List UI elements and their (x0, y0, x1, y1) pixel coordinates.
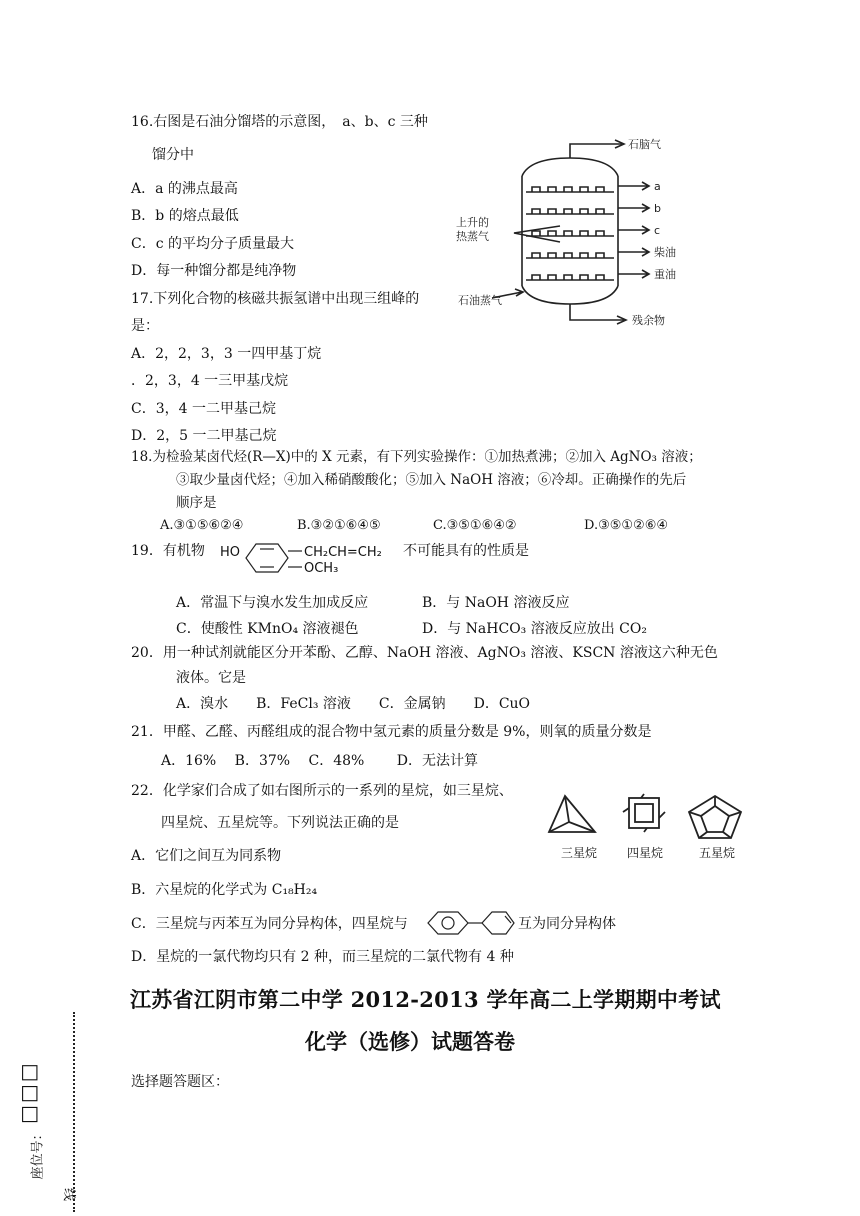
q16-stem-line2: 馏分中 (152, 147, 194, 163)
fig-label-b: b (654, 202, 661, 215)
star-alkanes-figure (545, 792, 755, 842)
q17-option-a: A．2，2，3，3 一四甲基丁烷 (131, 346, 322, 362)
q17-option-d: D．2，5 一二甲基己烷 (131, 428, 277, 444)
q19-structure (218, 536, 398, 582)
q18-option-b: B.③②①⑥④⑤ (297, 518, 381, 533)
q19-option-d: D．与 NaHCO₃ 溶液反应放出 CO₂ (422, 621, 647, 637)
q16-option-c: C．c 的平均分子质量最大 (131, 236, 295, 252)
q18-stem-line3: 顺序是 (176, 495, 217, 511)
q21-stem: 21．甲醛、乙醛、丙醛组成的混合物中氢元素的质量分数是 9%，则氧的质量分数是 (131, 724, 652, 740)
q22-option-c-structure (426, 904, 516, 942)
q20-stem-line1: 20．用一种试剂就能区分开苯酚、乙醇、NaOH 溶液、AgNO₃ 溶液、KSCN 溶液这六种无色 (131, 645, 718, 661)
q22-stem-line1: 22．化学家们合成了如右图所示的一系列的星烷，如三星烷、 (131, 783, 513, 799)
label-five-star: 五星烷 (699, 846, 736, 860)
q22-option-a: A．它们之间互为同系物 (131, 848, 282, 864)
fig-label-a: a (654, 180, 661, 193)
distillation-tower-figure (452, 128, 712, 338)
label-three-star: 三星烷 (561, 846, 598, 860)
q19-och3: OCH₃ (304, 561, 339, 576)
q17-option-b: ．2，3，4 一三甲基戊烷 (131, 373, 289, 389)
q19-stem-suffix: 不可能具有的性质是 (403, 543, 529, 559)
q21-options: A．16% B．37% C．48% D．无法计算 (161, 753, 479, 769)
fig-label-residue: 残余物 (632, 314, 665, 327)
q20-options: A．溴水 B．FeCl₃ 溶液 C．金属钠 D．CuO (176, 696, 531, 712)
q16-option-a: A．a 的沸点最高 (131, 181, 238, 197)
q18-option-c: C.③⑤①⑥④② (433, 518, 517, 533)
fig-label-rising1: 上升的 (456, 216, 489, 229)
answer-area-label: 选择题答题区： (131, 1074, 229, 1090)
q19-stem-prefix: 19．有机物 (131, 543, 205, 559)
fig-label-zhongyou: 重油 (654, 268, 676, 281)
q17-stem-line1: 17.下列化合物的核磁共振氢谱中出现三组峰的 (131, 291, 420, 307)
fig-label-c: c (654, 224, 661, 237)
q22-option-d: D．星烷的一氯代物均只有 2 种，而三星烷的二氯代物有 4 种 (131, 949, 514, 965)
q18-option-d: D.③⑤①②⑥④ (584, 518, 669, 533)
q22-option-c-prefix: C．三星烷与丙苯互为同分异构体，四星烷与 (131, 916, 408, 932)
binding-line-label: 线 (61, 1187, 77, 1202)
answer-sheet-subtitle: 化学（选修）试题答卷 (305, 1029, 515, 1054)
q18-stem-line1: 18.为检验某卤代烃(R—X)中的 X 元素，有下列实验操作：①加热煮沸；②加入 AgNO₃ 溶液； (131, 449, 702, 465)
q17-option-c: C．3，4 一二甲基己烷 (131, 401, 276, 417)
seat-number-boxes: □□□ (16, 1061, 40, 1124)
fig-label-rising2: 热蒸气 (456, 230, 489, 243)
q19-chain: CH₂CH=CH₂ (304, 545, 382, 560)
q18-stem-line2: ③取少量卤代烃；④加入稀硝酸酸化；⑤加入 NaOH 溶液；⑥冷却。正确操作的先后 (176, 472, 687, 488)
answer-sheet-title: 江苏省江阴市第二中学 2012-2013 学年高二上学期期中考试 (130, 987, 721, 1012)
q16-option-b: B．b 的熔点最低 (131, 208, 239, 224)
q22-stem-line2: 四星烷、五星烷等。下列说法正确的是 (161, 815, 399, 831)
q17-stem-line2: 是： (131, 318, 159, 334)
fig-label-chaiyou: 柴油 (654, 246, 676, 259)
q18-option-a: A.③①⑤⑥②④ (160, 518, 244, 533)
seat-number-label: 座位号： (30, 1127, 46, 1180)
q19-option-b: B．与 NaOH 溶液反应 (422, 595, 570, 611)
q20-stem-line2: 液体。它是 (176, 670, 246, 686)
binding-dotted-line (73, 1012, 75, 1212)
q22-option-b: B．六星烷的化学式为 C₁₈H₂₄ (131, 882, 318, 898)
fig-label-top: 石脑气 (628, 138, 661, 151)
q16-stem-line1: 16.右图是石油分馏塔的示意图， a、b、c 三种 (131, 114, 428, 130)
q16-option-d: D．每一种馏分都是纯净物 (131, 263, 297, 279)
label-four-star: 四星烷 (627, 846, 664, 860)
q19-option-c: C．使酸性 KMnO₄ 溶液褪色 (176, 621, 359, 637)
q22-option-c-suffix: 互为同分异构体 (518, 916, 616, 932)
q19-ho: HO (220, 545, 241, 560)
fig-label-inlet: 石油蒸气 (458, 294, 502, 307)
q19-option-a: A．常温下与溴水发生加成反应 (176, 595, 369, 611)
